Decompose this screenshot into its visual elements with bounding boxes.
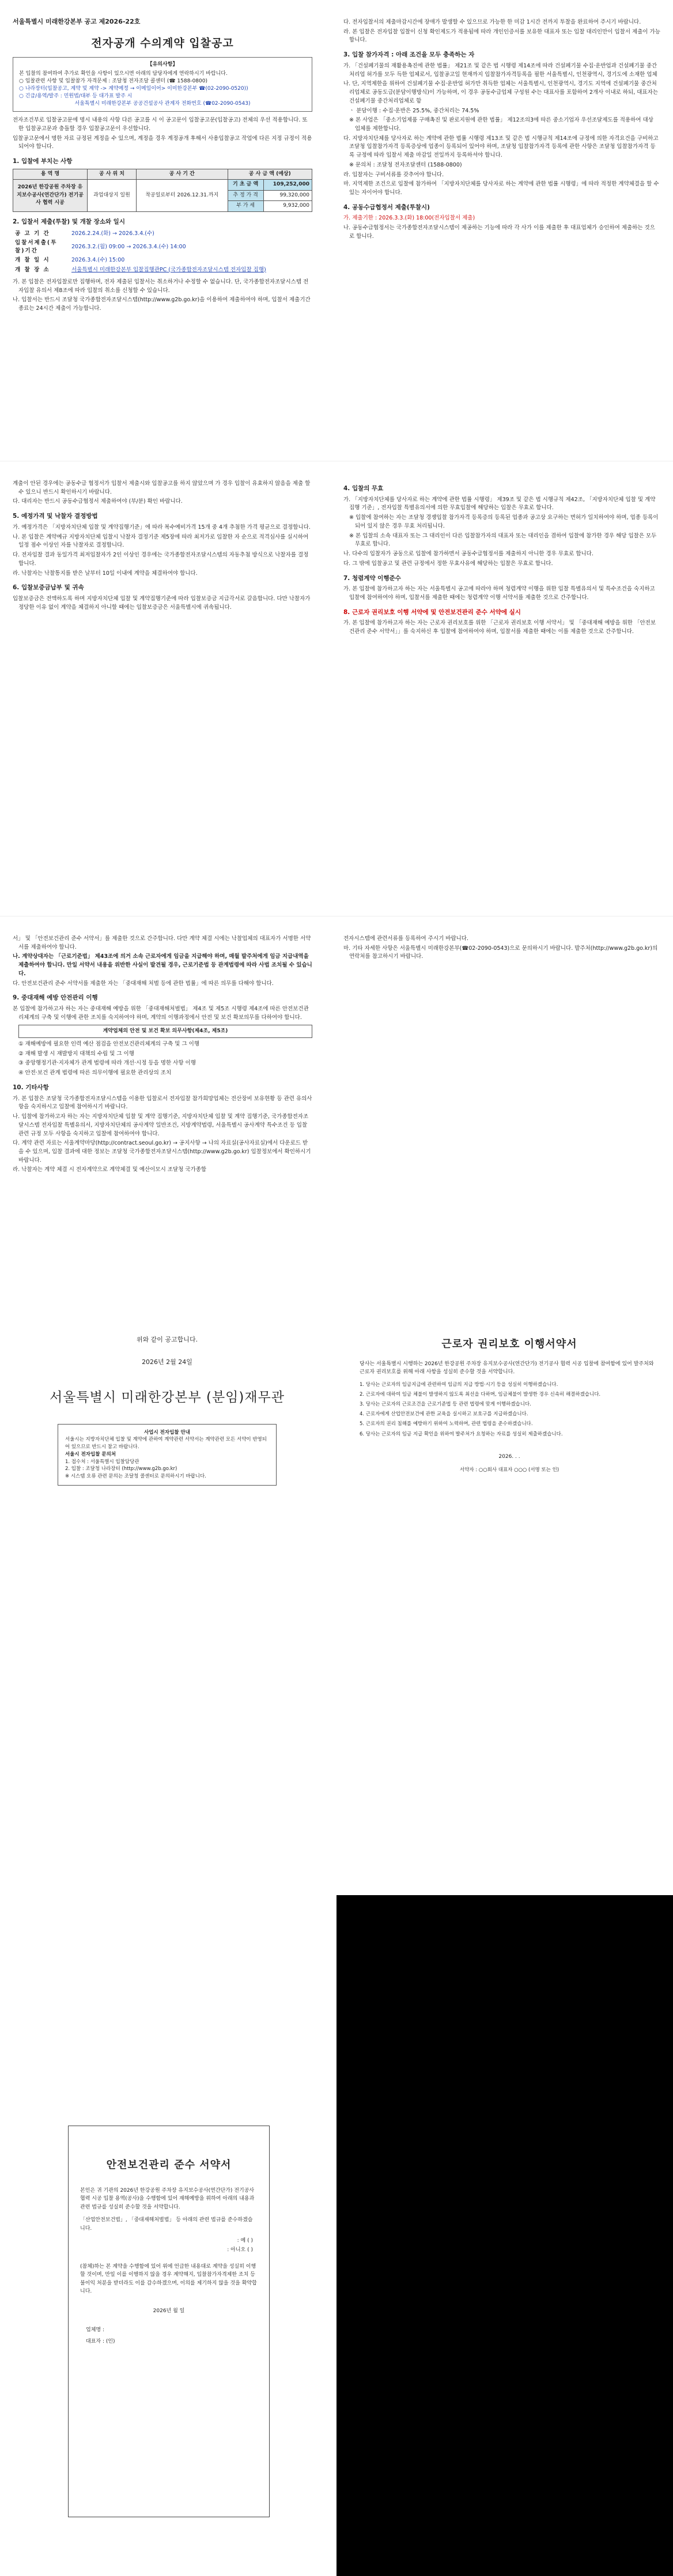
body-text: ※ 입찰에 참여하는 자는 조달청 경쟁입찰 참가자격 등록증의 등록된 업종과 공고상 요구하는 면허가 일치하여야 하며, 업종 등록이 되어 있지 않은 경우 무효 처리됩니다. [349,514,659,529]
pledge-intro: 당사는 서울특별시 시행하는 2026년 한강공원 주차장 유지보수공사(연간단가) 전기공사 협력 시공 입찰에 참여함에 있어 발주처와 근로자 권리보호를 위해 아래 사항을 성실히 준수할 것을 서약합니다. [360,1361,654,1376]
notice-head: 【유의사항】 [147,62,178,67]
pledge-item: 5. 근로자의 권리 침해를 예방하기 위하여 노력하며, 관련 법령을 준수하겠습니다. [360,1421,533,1427]
section-2-title: 2. 입찰서 제출(투찰) 및 개찰 장소와 일시 [13,218,125,225]
page2-left-column [13,479,312,613]
body-text: ㆍ 분담이행 : 수집·운반은 25.5%, 중간처리는 74.5% [349,107,479,114]
notice-line: ○ 나라장터(입찰공고, 계약 및 계약 -> 계약예정 → 이메일이어> 이미한강본부 ☎(02-2090-0520)) [19,86,248,92]
amount-value: 99,320,000 [263,190,312,201]
body-text: 가. 예정가격은 「지방자치단체 입찰 및 계약집행기준」에 따라 복수예비가격 15개 중 4개 추첨한 가격 평균으로 결정합니다. [13,524,311,531]
page2-right-column [343,479,660,638]
body-text: 다. 전자입찰 결과 동일가격 최저입찰자가 2인 이상인 경우에는 국가종합전자조달시스템의 자동추첨 방식으로 낙찰자를 결정합니다. [13,552,309,567]
guide-box-title: 사업시 전자입찰 안내 [144,1429,190,1435]
safety-pledge-form [68,2126,270,2517]
page-6 [0,1953,337,2576]
schedule-note: 가. 본 입찰은 전자입찰로만 집행하며, 전자 제출된 입찰서는 취소하거나 수정할 수 없습니다. 단, 국가종합전자조달시스템 전자입찰 유의서 제8조에 따라 입찰의 취소를 신청할 수 있습니다. [13,278,309,294]
notice-line: 서울특별시 미래한강본부 공공건설공사 관계자 전화번호 (☎02-2090-0543) [74,101,251,107]
page-3 [0,916,673,1320]
pledge-item: 2. 근로자에 대하여 임금 체불이 발생하지 않도록 최선을 다하며, 임금체불이 발생한 경우 신속히 해결하겠습니다. [360,1391,601,1397]
blank-area [337,1895,673,2576]
guide-line: ※ 시스템 오류 관련 문의는 조달청 콜센터로 문의하시기 바랍니다. [65,1473,206,1479]
pledge-item: 4. 근로자에게 산업안전보건에 관한 교육을 실시하고 보호구를 지급하겠습니다. [360,1411,528,1418]
amount-label: 추 정 가 격 [228,190,263,201]
pledge-title: 근로자 권리보호 이행서약서 [441,1338,577,1350]
announce-date: 2026년 2월 24일 [142,1358,192,1366]
page-1 [0,0,673,461]
schedule-key: 공 고 기 간 [15,230,50,237]
body-text: 마. 지역제한 조건으로 입찰에 참가하여 「지방자치단체를 당사자로 하는 계약에 관한 법률 시행령」에 따라 적정한 계약체결을 할 수 있는 자이어야 합니다. [343,181,659,196]
body-text: 가. 제출기한 : 2026.3.3.(화) 18:00(전자입찰서 제출) [343,215,475,222]
section-6-title: 6. 입찰보증금납부 및 귀속 [13,584,84,592]
body-text: 가. 본 입찰에 참가하고자 하는 자는 근로자 권리보호를 위한 「근로자 권리보호 이행 서약서」 및 「중대재해 예방을 위한 「안전보건관리 준수 서약서」」를 숙지하신 후 입찰에 참여하여야 하며, 입찰서를 제출한 때에는 이를 제출한 것으로 간주합니다. [343,620,656,635]
duty-box [18,1025,312,1039]
form-check-yes: : 예 ( ) [237,2237,253,2244]
form-intro: 본인은 귀 기관의 2026년 한강공원 주차장 유지보수공사(연간단가) 전기공사 협력 시공 입찰 용역(공사)을 수행함에 있어 재해예방을 위하여 아래의 내용과 관련 법규를 성실히 준수할 것을 서약합니다. [80,2188,255,2210]
page1-left-column [13,0,312,315]
section-8-title: 7. 청렴계약 이행준수 [343,574,401,582]
bullet-text: 전자조건부로 입찰공고문에 명시 내용의 사항 다른 공고를 시 이 공고문이 입찰공고문(입찰공고) 전체의 우선 적용합니다. 또한 입찰공고문과 충돌할 경우 입찰공고문이 우선합니다. [13,117,308,132]
body-text: 다. 전자입찰서의 제출마감시간에 장애가 발생할 수 있으므로 가능한 한 미감 1시간 전까지 투찰을 완료하여 주시기 바랍니다. [343,19,641,25]
duty-item: ② 재해 발생 시 재발방지 대책의 수립 및 그 이행 [18,1050,134,1057]
body-text: 라. 입찰자는 구비서류를 갖추어야 합니다. [343,171,444,178]
body-text: ※ 본 사업은 「중소기업제품 구매촉진 및 판로지원에 관한 법률」 제12조의3에 따른 중소기업자 우선조달제도를 적용하여 대상 업체를 제한합니다. [349,117,653,132]
announce-line: 위와 같이 공고합니다. [136,1336,198,1343]
body-text: 서」 및 「안전보건관리 준수 서약서」를 제출한 것으로 간주합니다. 다만 계약 체결 시에는 낙찰업체의 대표자가 서명한 서약서를 제출하여야 합니다. [13,935,311,950]
form-title: 안전보건관리 준수 서약서 [106,2159,232,2171]
amount-value: 109,252,000 [263,180,312,191]
body-text: 라. 본 입찰은 전자입찰 입찰이 신청 확인제도가 적용됨에 따라 개인인증서를 보유한 대표자 또는 입찰 대리인만이 입찰서 제출이 가능합니다. [343,28,660,44]
body-text: 계출이 안된 경우에는 공동수급 협정서가 입찰서 제출시와 입찰공고를 하지 않았으며 가 경우 입찰이 유효하지 않음을 제출 할 수 있으니 반드시 확인하시기 바랍니다. [13,480,311,495]
amount-label: 기 초 금 액 [228,180,263,191]
guide-line: 서울시 전자입찰 문의처 [65,1451,116,1457]
page3-right-column [343,934,660,963]
section-5-title: 5. 예정가격 및 낙찰자 결정방법 [13,513,98,520]
notice-box [13,57,312,112]
body-text: 다. 지방자치단체를 당사자로 하는 계약에 관한 법률 시행령 제13조 및 같은 법 시행규칙 제14조에 규정에 의한 자격요건을 구비하고 조달청 입찰참가자격 등록증상에 업종이 등록되어 있어야 하며, 조달청 입찰참가자격 등록에 관한 사항은 조달청 입찰참가자격 등록 규정에 따라 입찰서 제출 마감일 전일까지 등록하셔야 합니다. [343,135,659,159]
body-text: 가. 본 입찰에 참가하고자 하는 자는 서울특별시 공고에 따라야 하며 청렴계약 이행을 위한 입찰 특별유의서 및 특수조건을 숙지하고 입찰에 참여하여야 하며, 입찰서를 제출한 때에는 청렴계약 이행 서약서를 제출한 것으로 간주합니다. [343,586,655,601]
schedule-key: 개 찰 장 소 [15,266,50,273]
body-text: 다. 대리자는 반드시 공동수급협정서 제출하여야 (부/분) 확인 바랍니다. [13,498,183,505]
duty-item: ① 재해예방에 필요한 인력 예산 점검을 안전보건관리체계의 구축 및 그 이행 [18,1041,200,1047]
guide-line: 서울시는 지방자치단체 입찰 및 계약에 관하여 계약관련 서약서는 계약관련 모든 서약이 반영되어 있으므로 반드시 참고 바랍니다. [65,1437,267,1450]
section-9-title: 8. 근로자 권리보호 이행 서약에 및 안전보건관리 준수 서약에 실시 [343,608,521,616]
section-3-title: 3. 입찰 참가자격 : 아래 조건을 모두 충족하는 자 [343,51,475,59]
notice-number: 서울특별시 미래한강본부 공고 제2026-22호 [13,18,141,25]
page1-right-column [343,17,660,243]
section-7-title: 4. 입찰의 무효 [343,485,384,492]
body-text: 나. 계약상대자는 「근로기준법」 제43조에 의거 소속 근로자에게 임금을 지급해야 하며, 매월 발주처에게 임금 지급내역을 제출하여야 합니다. 만일 서약서 내용을 위반한 사실이 발견될 경우, 근로기준법 등 관계법령에 따라 사법 조치될 수 있습니다. [13,953,312,977]
schedule-key: 개 찰 일 시 [15,257,50,264]
bid-schedule-table [13,229,312,275]
body-text: 나. 입찰에 참가하고자 하는 자는 지방자치단체 입찰 및 계약 집행기준, 지방자치단체 입찰 및 계약 집행기준, 국가종합전자조달시스템 전자입찰 특별유의서, 지방자치단체의 공사계약 일반조건, 지방계약법령, 서울특별시 공사계약 특수조건 등 입찰 관련 규정 모두 사항을 숙지하고 입찰에 참여하여야 합니다. [13,1113,309,1137]
body-text: 라. 낙찰자는 계약 체결 시 전자계약으로 계약체결 및 예산이모시 조달청 국가종합 [13,1166,207,1173]
page-4 [0,1319,337,1953]
project-name: 2026년 한강공원 주차장 유지보수공사(연간단가) 전기공사 협력 시공 [13,180,88,212]
pledge-date: 2026. . . [498,1453,520,1460]
body-text: 본 입찰에 참가하고자 하는 자는 중대재해 예방을 위한 「중대재해처벌법」 제4조 및 제5조 시행령 제4조에 따른 안전보건관리체계의 구축 및 이행에 관한 조치를 숙지하여야 하며, 계약의 이행과정에서 안전 및 보건 확보의무를 다하여야 합니다. [13,1006,309,1021]
schedule-note: 나. 입찰서는 반드시 조달청 국가종합전자조달시스템(http://www.g2b.go.kr)을 이용하여 제출하여야 하며, 입찰서 제출기간 종료는 24시간 제출이 가능합니다. [13,297,311,312]
form-check-no: : 아니오 ( ) [227,2247,253,2253]
schedule-value: 2026.3.4.(수) 15:00 [71,257,125,264]
notice-line: ○ 긴급/용역/발주 : 민원법/대부 등 대가표 발주 시 [19,93,133,100]
guide-box [58,1424,277,1486]
page-5 [337,1319,673,1895]
body-text: 마. 기타 자세한 사항은 서울특별시 미래한강본부(☎02-2090-0543)으로 문의하시기 바랍니다. 발주처(http://www.g2b.go.kr)의 연락처를 참고하시기 바랍니다. [343,945,658,960]
body-text: 나. 공동수급협정서는 국가종합전자조달시스템이 제공하는 기능에 따라 각 사가 이를 제출한 후 대표업체가 승인하여 제출하는 것으로 합니다. [343,225,655,240]
section-11-title: 10. 기타사항 [13,1084,49,1091]
schedule-value: 2026.2.24.(화) → 2026.3.4.(수) [71,230,154,237]
schedule-value: 2026.3.2.(월) 09:00 → 2026.3.4.(수) 14:00 [71,244,186,251]
table-header: 공 사 위 치 [88,169,137,180]
pledge-item: 1. 당사는 근로자의 임금지급에 관련하여 임금의 지급 방법·시기 등을 성실히 이행하겠습니다. [360,1381,558,1388]
announcement-block [23,1331,311,1486]
pledge-item: 3. 당사는 근로자의 근로조건을 근로기준법 등 관련 법령에 맞게 이행하겠습니다. [360,1401,531,1408]
page-2 [0,461,673,916]
table-header: 공 사 금 액 (예상) [228,169,312,180]
form-law: 「산업안전보건법」, 「중대재해처벌법」 등 아래의 관련 법규를 준수하겠습니다. [80,2217,253,2232]
table-header: 용 역 명 [13,169,88,180]
form-date: 2026년 월 일 [153,2308,185,2314]
body-text: 라. 낙찰자는 낙찰통지를 받은 날부터 10일 이내에 계약을 체결하여야 합니다. [13,570,198,577]
form-clause: (참체)하는 본 계약을 수행함에 있어 위에 언급한 내용대로 계약을 성실히 이행할 것이며, 만일 이를 이행하지 않을 경우 계약해지, 입찰참가자격제한 조치 등 불이익 처분을 받더라도 이를 감수하겠으며, 이의를 제기하지 않을 것을 확약합니다. [80,2263,257,2295]
duty-box-title: 계약업체의 안전 및 보건 확보 의무사항(제4조, 제5조) [103,1028,228,1034]
body-text: ※ 본 입찰의 소속 대표자 또는 그 대리인이 다른 입찰참가자의 대표자 또는 대리인을 겸하여 입찰에 참가한 경우 해당 입찰은 모두 무효로 합니다. [349,532,657,548]
section-1-title: 1. 입찰에 부치는 사항 [13,158,73,165]
body-text: 다. 계약 관련 자료는 서울계약마당(http://contract.seoul.go.kr) → 공지사항 → 나의 자료실(공사자료실)에서 다운로드 받을 수 있으며, 입찰 결과에 대한 정보는 조달청 국가종합전자조달시스템(http://www.g2b.go.kr) 입찰정보에서 확인하시기 바랍니다. [13,1140,311,1164]
body-text: 입찰보증금은 전액하도록 하며 지방자치단체 입찰 및 계약집행기준에 따라 입찰보증금 지급각서로 갈음합니다. 다만 낙찰자가 정당한 이유 없이 계약을 체결하지 아니할 때에는 입찰보증금은 서울특별시에 귀속됩니다. [13,595,311,611]
table-header: 공 사 기 간 [136,169,228,180]
project-location: 과업대상지 일원 [88,180,137,212]
duty-item: ④ 안전·보건 관계 법령에 따른 의무이행에 필요한 관리상의 조치 [18,1070,172,1077]
notice-line: ○ 입찰관련 사항 및 입찰참가 자격문제 : 조달청 전자조달 콜센터 (☎ 1588-0800) [19,78,207,85]
section-4-title: 4. 공동수급협정서 제출(투찰시) [343,203,430,211]
amount-value: 9,932,000 [263,201,312,212]
page3-left-column [13,934,312,1176]
notice-line: 본 입찰의 참여하여 추가로 확인을 사항이 있으시면 아래의 담당자에게 연락하시기 바랍니다. [19,71,228,77]
form-company: 업체명 : [86,2327,104,2333]
body-text: 가. 「건설폐기물의 재활용촉진에 관한 법률」 제21조 및 같은 법 시행령 제14조에 따라 건설폐기물 수집·운반업과 건설폐기물 중간처리업 허가를 모두 득한 업체로서, 입찰공고일 현재까지 입찰참가자격등록을 필한 서울특별시, 인천광역시, 경기도에 소재한 업체 [343,62,657,78]
amount-label: 부 가 세 [228,201,263,212]
section-10-title: 9. 중대재해 예방 안전관리 이행 [13,994,98,1002]
body-text: 나. 단, 지역제한을 위하여 건설폐기물 수집·운반업 허가만 취득한 업체는 서울특별시, 인천광역시, 경기도 지역에 건설폐기물 중간처리업체로 공동도급(분담이행방식)이 가능하며, 이 경우 공동수급업체 구성원 수는 대표사를 포함하여 2개사 이내로 하되, 대표자는 건설폐기물 중간처리업체로 함 [343,81,658,104]
project-period: 착공일로부터 2026.12.31.까지 [136,180,228,212]
body-text: 가. 「지방자치단체를 당사자로 하는 계약에 관한 법률 시행령」 제39조 및 같은 법 시행규칙 제42조, 「지방자치단체 입찰 및 계약집행 기준」, 전자입찰 특별유의서에 의한 무효입찰에 해당하는 입찰은 무효로 합니다. [343,496,656,512]
form-representative: 대표자 : (인) [86,2338,115,2344]
body-text: 다. 그 밖에 입찰공고 및 관련 규정에서 정한 무효사유에 해당하는 입찰은 무효로 합니다. [343,560,553,567]
body-text: 다. 안전보건관리 준수 서약서를 제출한 자는 「중대재해 처벌 등에 관한 법률」에 따른 의무를 다해야 합니다. [13,980,274,987]
bid-item-table [13,169,312,212]
page-title: 전자공개 수의계약 입찰공고 [91,36,234,50]
body-text: 나. 본 입찰은 계약예규 지방자치단체 입찰시 낙찰자 결정기준 제5장에 따라 최저가로 입찰한 자 순으로 적격심사를 실시하여 일정 점수 이상인 자를 낙찰자로 결정합니다. [13,533,309,549]
duty-item: ③ 중앙행정기관·지자체가 관계 법령에 따라 개선·시정 등을 명한 사항 이행 [18,1060,196,1067]
issuer-name: 서울특별시 미래한강본부 (분임)재무관 [49,1390,285,1405]
schedule-key: 입찰서제출(투찰)기간 [15,239,58,255]
guide-line: 1. 접수처 : 서울특별시 입찰담당관 [65,1459,139,1465]
guide-line: 2. 입찰 : 조달청 나라장터 (http://www.g2b.go.kr) [65,1466,177,1472]
pledge-signature: 서약자 : ○○회사 대표자 ○○○ (서명 또는 인) [459,1467,559,1473]
worker-rights-pledge [360,1331,659,1474]
body-text: ※ 문의처 : 조달청 전자조달센터 (1588-0800) [349,161,462,168]
bullet-text: 입찰공고문에서 명한 자료 규정된 계정을 수 있으며, 계정을 경우 계정공개 후해서 사용입찰공고 작업에 다른 지정 규정이 적용 되어야 합니다. [13,135,312,150]
pledge-item: 6. 당사는 근로자의 임금 지급 확인을 위하여 발주처가 요청하는 자료를 성실히 제출하겠습니다. [360,1431,563,1437]
schedule-value: 서울특별시 미래한강본부 입찰집행관PC (국가종합전자조달시스템 전자입찰 집행) [71,266,266,273]
body-text: 나. 다수의 입찰자가 공동으로 입찰에 참가하면서 공동수급협정서를 제출하지 아니한 경우 무효로 합니다. [343,551,593,558]
body-text: 전자시스템에 관련서류를 등록하여 주시기 바랍니다. [343,935,468,942]
body-text: 가. 본 입찰은 조달청 국가종합전자조달시스템을 이용한 입찰로서 전자입찰 참가희망업체는 전산장비 보유현황 등 관련 유의사항을 숙지하시고 입찰에 참여하시기 바랍니다. [13,1095,312,1111]
